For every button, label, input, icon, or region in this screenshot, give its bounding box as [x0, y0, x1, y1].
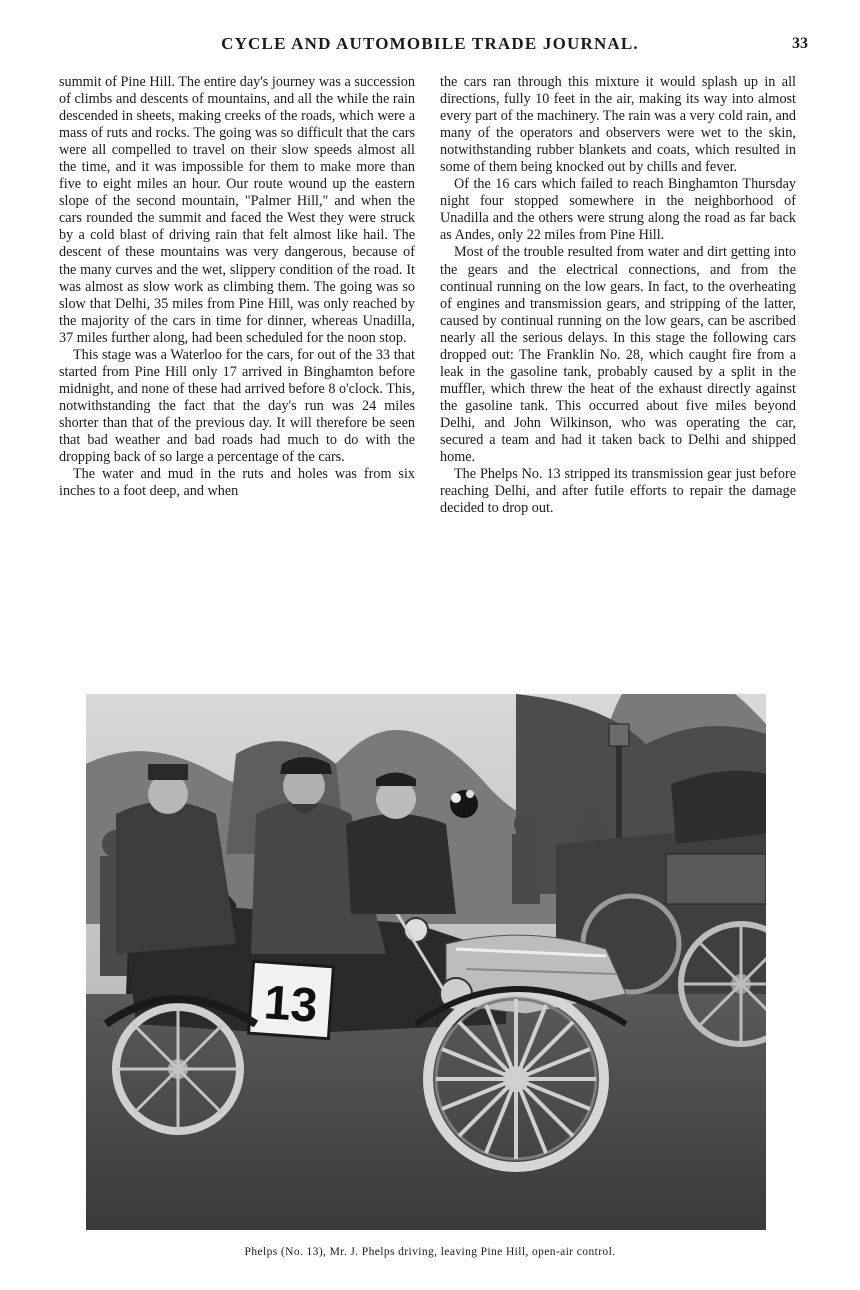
paragraph: summit of Pine Hill. The entire day's journey was a succession of climbs and descents of mountains, and all the while the rain descended in sheets, making creeks of the roads, which were a mass of ruts and rocks. The going was so difficult that the cars were all compelled to travel on their slow speeds almost all the time, and it was impossible for them to make more than five to eight miles an hour. Our route wound up the eastern slope of the second mountain, "Palmer Hill," and when the cars rounded the summit and faced the West they were struck by a cold blast of driving rain that felt almost like hail. The descent of these mountains was very dangerous, because of the many curves and the wet, slippery condition of the road. It was almost as slow work as climbing them. The going was so slow that Delhi, 35 miles from Pine Hill, was only reached by the majority of the cars in time for dinner, whereas Unadilla, 37 miles further along, had been scheduled for the noon stop.	[59, 74, 415, 346]
journal-title: CYCLE AND AUTOMOBILE TRADE JOURNAL.	[221, 34, 639, 53]
photograph	[86, 694, 766, 1230]
text-column-left	[59, 74, 415, 660]
paragraph: the cars ran through this mixture it would splash up in all directions, fully 10 feet in the air, making its way into almost every part of the machinery. The rain was a very cold rain, and many of the operators and observers were wet to the skin, notwithstanding rubber blankets and coats, which resulted in some of them being knocked out by chills and fever.	[440, 74, 796, 176]
text-column-right	[440, 74, 796, 660]
page-number: 33	[792, 35, 808, 52]
paragraph: Most of the trouble resulted from water and dirt getting into the gears and the electrical connections, and from the continual running on the low gears. In fact, to the overheating of engines and transmission gears, and stripping of the latter, caused by continual running on the low gears, can be ascribed nearly all the serious delays. In this stage the following cars dropped out: The Franklin No. 28, which caught fire from a leak in the gasoline tank, probably caused by a split in the muffler, which threw the heat of the exhaust directly against the gasoline tank. This occurred about five miles beyond Delhi, and John Wilkinson, who was operating the car, secured a team and had it taken back to Delhi and shipped home.	[440, 244, 796, 466]
paragraph: The Phelps No. 13 stripped its transmission gear just before reaching Delhi, and after futile efforts to repair the damage decided to drop out.	[440, 466, 796, 517]
page-header	[0, 34, 860, 60]
car-number-plate: 13	[262, 976, 320, 1033]
paragraph: This stage was a Waterloo for the cars, for out of the 33 that started from Pine Hill only 17 arrived in Binghamton before midnight, and none of these had arrived before 8 o'clock. This, notwithstanding the fact that the day's run was 24 miles shorter than that of the previous day. It will therefore be seen that bad weather and bad roads had much to do with the dropping back of so large a percentage of the cars.	[59, 346, 415, 466]
photo-caption: Phelps (No. 13), Mr. J. Phelps driving, leaving Pine Hill, open-air control.	[244, 1246, 616, 1258]
paragraph: The water and mud in the ruts and holes was from six inches to a foot deep, and when	[59, 466, 415, 500]
photo-illustration	[86, 694, 766, 1230]
paragraph: Of the 16 cars which failed to reach Binghamton Thursday night four stopped somewhere in the neighborhood of Unadilla and the others were strung along the road as far back as Andes, only 22 miles from Pine Hill.	[440, 176, 796, 244]
